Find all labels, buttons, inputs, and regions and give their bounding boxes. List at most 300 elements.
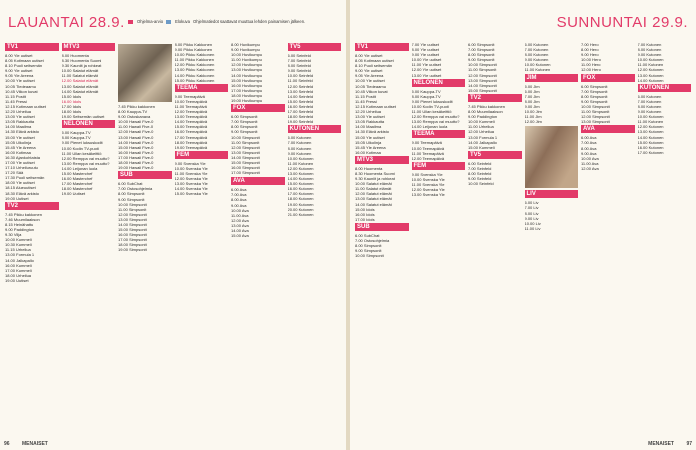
program-entry: 5.00 Jim <box>524 83 540 89</box>
program-entry: 15.00 Yle uutiset <box>5 134 35 140</box>
program-entry: 10.45 Viikon kuvat <box>5 88 38 94</box>
program-entry: 17.00 Yle uutiset <box>5 159 35 165</box>
channel-heading: SUB <box>355 223 409 231</box>
listing-column <box>118 42 172 437</box>
program-entry: 19.00 Uutiset <box>5 195 29 201</box>
program-entry: 10.00 Kummeli <box>468 119 495 125</box>
channel-heading: FEM <box>175 151 229 159</box>
program-entry: 16.00 Simpsonit <box>118 232 147 238</box>
program-entry: 8.15 Heinähattu <box>5 221 34 227</box>
program-entry: 16.00 Masterchef <box>61 176 93 182</box>
program-entry: 16.30 Ajankohtaista <box>5 154 40 160</box>
program-entry: 15.00 Yle uutiset <box>355 134 385 140</box>
program-entry: 6.00 Kutonen <box>524 42 549 47</box>
program-entry: 10.00 Kutonen <box>287 155 314 161</box>
program-entry: 5.00 Kauppa-TV <box>61 130 91 136</box>
program-entry: 8.00 Kauppa-TV <box>411 93 441 99</box>
program-entry: 10.05 Tiedeaamu <box>5 83 36 89</box>
program-entry: 13.00 Pikku Kakkonen <box>174 67 215 73</box>
program-entry: 8.00 Huomenta <box>355 165 383 171</box>
program-entry: 8.00 Yle uutiset <box>411 47 440 53</box>
program-entry: 16.00 Kotimaa <box>5 149 31 155</box>
program-entry: 11.00 Salatut elämät <box>61 73 98 79</box>
program-entry: 10.00 Huvikumpu <box>231 52 263 58</box>
channel-heading: FEM <box>412 162 466 170</box>
program-entry: 10.00 Salatut elämät <box>61 68 99 74</box>
program-entry: 15.00 Kutonen <box>287 181 314 187</box>
channel-heading: KUTONEN <box>638 84 692 92</box>
program-entry: 7.00 Kutonen <box>524 47 549 53</box>
program-entry: 8.00 Simpsonit <box>581 93 608 99</box>
listing-column <box>355 42 409 437</box>
program-entry: 17.20 Sää <box>5 170 24 176</box>
program-entry: 16.00 Kotimaa <box>355 149 381 155</box>
program-entry: 19.00 Simpsonit <box>118 247 147 253</box>
program-entry: 11.00 Urheilua <box>468 124 494 130</box>
program-entry: 9.00 Pienet luksuskodit <box>411 98 453 104</box>
program-entry: 6.00 Kutonen <box>287 135 312 141</box>
day-heading-saturday: LAUANTAI 28.9. <box>8 14 125 31</box>
listing-column <box>412 42 466 437</box>
program-entry: 15.00 Teemapäivä <box>174 124 208 130</box>
program-entry: 9.00 Pikku Kakkonen <box>174 47 213 53</box>
program-entry: 12.00 Remppa vai muutto? <box>411 114 460 120</box>
program-entry: 16.00 Kutonen <box>637 144 664 150</box>
program-entry: 10.00 Svenska Yle <box>174 165 208 171</box>
program-entry: 11.45 Pressi <box>355 98 377 104</box>
program-entry: 13.00 Hawaii Five-0 <box>118 134 154 140</box>
program-entry: 7.00 Hero <box>581 42 599 47</box>
program-entry: 12.00 Teemapäivä <box>411 155 445 161</box>
program-entry: 10.00 Kodin TV-puoti <box>61 145 99 151</box>
program-entry: 16.00 Hawaii Five-0 <box>118 149 154 155</box>
page-saturday <box>0 0 346 450</box>
program-entry: 11.15 Postit <box>5 93 26 99</box>
program-entry: 11.00 Liv <box>524 225 541 231</box>
program-entry: 8.00 Simpsonit <box>355 243 382 249</box>
program-entry: 13.00 Remppa vai muutto? <box>411 119 460 125</box>
program-entry: 10.00 Simpsonit <box>118 201 147 207</box>
program-entry: 9.05 Yle Areena <box>355 73 384 79</box>
program-entry: 15.00 Kutonen <box>637 139 664 145</box>
program-entry: 14.00 Svenska Yle <box>174 186 208 192</box>
program-entry: 12.00 Pikku Kakkonen <box>174 62 215 68</box>
program-entry: 15.00 Huvikumpu <box>231 77 263 83</box>
program-entry: 19.00 Seinfeld <box>287 119 314 125</box>
program-entry: 8.00 Yle uutiset <box>355 53 383 58</box>
program-entry: 9.30 Kauniit ja rohkeat <box>355 176 395 182</box>
program-entry: 13.00 Seinfeld <box>287 88 314 94</box>
program-entry: 16.00 Kummeli <box>5 262 32 268</box>
program-entry: 10.00 Yle uutiset <box>5 78 35 84</box>
program-entry: 13.00 Yle uutiset <box>355 114 385 120</box>
listing-column <box>468 42 522 437</box>
program-entry: 11.00 Teemapäivä <box>411 150 444 156</box>
program-entry: 11.00 Hawaii Five-0 <box>118 124 154 130</box>
listing-column <box>62 42 116 437</box>
program-entry: 10.00 Simpsonit <box>468 62 497 68</box>
program-entry: 8.00 Seinfeld <box>468 170 492 176</box>
program-entry: 17.00 Teemapäivä <box>174 134 208 140</box>
channel-heading: TV5 <box>288 43 342 51</box>
program-entry: 11.00 Ava <box>231 212 249 218</box>
program-entry: 6.00 SubChat <box>355 232 380 238</box>
program-entry: 14.30 Elävä arkisto <box>5 129 40 135</box>
program-entry: 17.00 Masterchef <box>61 181 93 187</box>
program-entry: 18.00 Hawaii Five-0 <box>118 160 154 166</box>
program-entry: 16.00 Kutonen <box>287 186 314 192</box>
program-entry: 9.00 Teemapäivä <box>411 140 442 146</box>
program-entry: 7.00 Simpsonit <box>468 47 495 53</box>
program-entry: 12.00 Simpsonit <box>468 72 497 78</box>
program-entry: 13.00 Formula 1 <box>468 134 498 140</box>
program-entry: 9.00 Simpsonit <box>355 248 382 254</box>
program-entry: 7.00 Simpsonit <box>581 88 608 94</box>
program-entry: 12.00 Huvikumpu <box>231 62 263 68</box>
program-entry: 10.00 Ava <box>581 155 599 161</box>
program-entry: 12.00 Simpsonit <box>118 211 147 217</box>
program-entry: 18.00 Yle uutiset <box>5 180 35 186</box>
program-entry: 11.00 Ava <box>581 160 599 166</box>
program-entry: 8.00 Kutonen <box>287 145 312 151</box>
program-entry: 10.00 Liv <box>524 220 541 226</box>
program-entry: 14.00 Simpsonit <box>118 221 147 227</box>
program-entry: 7.00 Seinfeld <box>468 165 492 171</box>
program-entry: 17.00 Kutonen <box>637 149 664 155</box>
program-entry: 14.00 Jalkapallo <box>5 257 34 263</box>
listing-column <box>638 42 692 437</box>
channel-heading: FOX <box>581 74 635 82</box>
program-entry: 10.30 Kummeli <box>5 242 32 248</box>
program-entry: 14.00 Maailma <box>355 124 382 130</box>
program-entry: 9.00 Simpsonit <box>231 129 258 135</box>
program-entry: 9.00 Huvikumpu <box>231 47 260 53</box>
program-entry: 14.00 Salatut elämät <box>61 88 99 94</box>
film-swatch-icon <box>166 20 171 24</box>
program-entry: 7.00 Seinfeld <box>287 58 311 64</box>
program-entry: 16.00 Teemapäivä <box>174 129 208 135</box>
program-entry: 18.30 Elävä arkisto <box>5 190 40 196</box>
channel-heading: FOX <box>231 104 285 112</box>
legend-rating: Ohjelma-arvio <box>137 19 164 24</box>
program-entry: 17.00 Idols <box>355 216 375 222</box>
listing-column <box>288 42 342 437</box>
program-entry: 12.00 Svenska Yle <box>411 187 445 193</box>
program-entry: 8.00 Seinfeld <box>287 63 311 69</box>
program-entry: 10.00 Kodin TV-puoti <box>411 103 449 109</box>
program-entry: 14.00 Ava <box>231 228 249 233</box>
day-heading-sunday: SUNNUNTAI 29.9. <box>556 14 688 31</box>
program-entry: 6.00 Simpsonit <box>468 42 495 47</box>
program-entry: 12.00 Ava <box>231 217 249 223</box>
program-entry: 11.15 Postit <box>355 93 376 99</box>
program-entry: 6.00 Liv <box>524 200 539 206</box>
program-entry: 8.00 Huvikumpu <box>231 42 260 47</box>
program-entry: 11.00 Kutonen <box>637 119 664 125</box>
page-number-right: 97 <box>686 441 692 447</box>
program-entry: 11.00 Kutonen <box>637 62 664 68</box>
program-entry: 10.00 Seinfeld <box>287 73 314 79</box>
program-entry: 6.00 Seinfeld <box>287 53 311 58</box>
channel-heading: NELONEN <box>412 79 466 87</box>
program-entry: 11.00 Salatut elämät <box>355 186 392 192</box>
program-entry: 11.00 Simpsonit <box>581 109 610 115</box>
program-entry: 13.05 Rakkautta <box>5 119 35 125</box>
program-entry: 17.30 Puoli seitsemän <box>5 175 45 181</box>
program-entry: 12.00 Teemapäivä <box>174 109 208 115</box>
program-entry: 15.45 Yle Areena <box>5 144 36 150</box>
program-entry: 10.00 Yle uutiset <box>355 78 385 84</box>
program-entry: 17.00 Idols <box>61 103 82 109</box>
channel-heading: TV2 <box>468 94 522 102</box>
program-entry: 13.00 Simpsonit <box>468 77 497 83</box>
channel-heading: TV1 <box>355 43 409 51</box>
program-entry: 5.00 Kauppa-TV <box>411 88 441 94</box>
program-entry: 10.00 Pikku Kakkonen <box>174 52 215 58</box>
program-entry: 18.00 Simpsonit <box>118 242 147 248</box>
channel-heading: TV1 <box>5 43 59 51</box>
program-entry: 8.30 Huomenta Suomi <box>61 58 102 64</box>
program-entry: 15.00 Idols <box>355 206 375 212</box>
channel-heading: KUTONEN <box>288 125 342 133</box>
listing-column <box>581 42 635 437</box>
program-entry: 12.15 Kotimaan uutiset <box>5 103 46 109</box>
program-entry: 13.05 Rakkautta <box>355 119 385 125</box>
program-entry: 8.10 Puoli seitsemän <box>355 63 393 69</box>
program-entry: 12.00 Kutonen <box>637 124 664 130</box>
program-entry: 11.00 Simpsonit <box>468 67 497 73</box>
rating-swatch-icon <box>128 20 133 24</box>
program-entry: 9.00 Kutonen <box>524 57 549 63</box>
program-entry: 18.00 Seinfeld <box>287 114 314 120</box>
program-entry: 9.00 Teemapäivä <box>174 93 205 99</box>
program-entry: 9.00 Simpsonit <box>118 196 145 202</box>
program-entry: 9.00 Simpsonit <box>468 57 495 63</box>
program-entry: 13.00 Kutonen <box>637 129 664 135</box>
program-entry: 11.00 Teemapäivä <box>174 103 207 109</box>
program-entry: 8.00 Simpsonit <box>468 52 495 58</box>
program-entry: 19.00 Hawaii Five-0 <box>118 165 154 171</box>
program-entry: 10.00 Svenska Yle <box>411 176 445 182</box>
program-entry: 17.00 Simpsonit <box>231 170 260 176</box>
program-entry: 18.00 Masterchef <box>61 186 93 192</box>
program-entry: 12.00 Kutonen <box>287 165 314 171</box>
program-entry: 12.00 Urheilua <box>468 129 495 135</box>
program-entry: 16.00 Simpsonit <box>231 165 260 171</box>
program-entry: 7.00 Ava <box>231 192 247 198</box>
channel-heading: TEEMA <box>412 130 466 138</box>
program-entry: 13.00 Yle uutiset <box>5 114 35 120</box>
program-entry: 14.00 Kutonen <box>287 176 314 182</box>
program-entry: 17.00 Seinfeld <box>287 109 314 115</box>
program-entry: 10.00 Kutonen <box>637 57 664 63</box>
program-entry: 19.00 Uutiset <box>5 277 29 283</box>
program-entry: 11.00 Ullan kesäkeittiö <box>61 150 102 156</box>
program-entry: 15.00 Pikku Kakkonen <box>174 77 215 83</box>
program-entry: 10.45 Viikon kuvat <box>355 88 388 94</box>
program-entry: 12.00 Ava <box>581 165 599 171</box>
program-entry: 14.00 Simpsonit <box>468 82 497 88</box>
program-entry: 13.00 Svenska Yle <box>411 192 445 198</box>
program-entry: 12.00 Seinfeld <box>287 83 314 89</box>
program-entry: 9.00 Yle uutiset <box>355 68 383 74</box>
program-entry: 17.00 Huvikumpu <box>231 87 263 93</box>
program-entry: 12.20 Urheilua <box>5 109 32 115</box>
listing-column <box>231 42 285 437</box>
program-entry: 14.00 Simpsonit <box>231 154 260 160</box>
program-entry: 13.00 Kutonen <box>637 72 664 78</box>
program-entry: 13.00 Salatut elämät <box>355 196 392 202</box>
program-entry: 12.00 Hero <box>581 67 601 73</box>
listing-column <box>525 42 579 437</box>
program-entry: 16.00 Idols <box>355 211 375 217</box>
magazine-name-left: MENAISET <box>22 441 48 447</box>
program-entry: 12.00 Salatut elämät <box>355 191 392 197</box>
program-entry: 14.00 Leijonan luola <box>411 124 448 130</box>
program-entry: 8.00 Ava <box>581 145 597 151</box>
program-photo <box>118 44 172 102</box>
program-entry: 7.00 Ostosohjelmia <box>355 238 390 243</box>
channel-heading: TV2 <box>5 202 59 210</box>
program-entry: 18.00 Huvikumpu <box>231 92 263 98</box>
program-entry: 15.00 Masterchef <box>61 170 93 176</box>
legend-film: Elokuva <box>175 19 190 24</box>
program-entry: 8.00 Yle uutiset <box>5 53 33 58</box>
program-entry: 14.00 Hawaii Five-0 <box>118 139 154 145</box>
program-entry: 16.00 Seinfeld <box>287 103 314 109</box>
program-entry: 8.00 Kutonen <box>524 52 549 58</box>
program-entry: 9.00 Jim <box>524 103 540 109</box>
program-entry: 9.00 Liv <box>524 215 539 221</box>
program-entry: 8.05 Kotimaan uutiset <box>355 58 394 64</box>
legend-disclaimer: Ohjelmatiedot saattavat muuttua lehden painamisen jälkeen. <box>192 19 306 24</box>
program-entry: 10.00 Salatut elämät <box>355 181 392 187</box>
program-entry: 8.00 Kauppa-TV <box>61 135 91 141</box>
program-entry: 15.00 Simpsonit <box>468 87 497 93</box>
program-entry: 6.00 Simpsonit <box>231 114 258 120</box>
program-entry: 9.30 Vilja <box>5 232 22 238</box>
program-entry: 7.00 Kutonen <box>287 140 312 146</box>
program-entry: 7.00 Yle uutiset <box>411 42 440 47</box>
program-entry: 17.00 Kutonen <box>287 191 314 197</box>
program-entry: 11.00 Jim <box>524 114 542 120</box>
program-entry: 13.00 Teemapäivä <box>174 114 208 120</box>
program-entry: 12.00 Remppa vai muutto? <box>61 155 110 161</box>
program-entry: 12.00 Yle uutiset <box>411 67 442 73</box>
program-entry: 9.00 Ostoskanava <box>118 114 151 120</box>
program-entry: 14.00 Teemapäivä <box>174 119 208 125</box>
program-entry: 14.00 Salatut elämät <box>355 201 392 207</box>
program-entry: 9.00 Seinfeld <box>468 176 492 182</box>
program-entry: 14.00 Pikku Kakkonen <box>174 72 215 78</box>
program-entry: 11.45 Pressi <box>5 98 27 104</box>
program-entry: 14.00 Huvikumpu <box>231 72 263 78</box>
program-entry: 11.00 Kutonen <box>524 67 551 73</box>
program-entry: 13.00 Kutonen <box>287 170 314 176</box>
program-entry: 13.00 Simpsonit <box>118 216 147 222</box>
program-entry: 13.00 Remppa vai muutto? <box>61 160 110 166</box>
program-entry: 15.00 Hawaii Five-0 <box>118 144 154 150</box>
program-entry: 15.00 Simpsonit <box>231 159 260 165</box>
program-entry: 8.00 Simpsonit <box>231 124 258 130</box>
program-entry: 6.00 Seinfeld <box>468 160 492 166</box>
channel-heading: MTV3 <box>62 43 116 51</box>
program-entry: 16.00 Huvikumpu <box>231 82 263 88</box>
program-entry: 9.00 Paddington <box>5 227 35 232</box>
program-entry: 10.00 Simpsonit <box>581 103 610 109</box>
program-entry: 15.00 Svenska Yle <box>174 191 208 197</box>
program-entry: 15.45 Yle Areena <box>355 144 386 150</box>
program-entry: 11.00 Ullan kesäkeittiö <box>411 109 452 115</box>
program-entry: 9.00 Seinfeld <box>287 68 311 74</box>
program-entry: 7.00 Simpsonit <box>231 119 258 125</box>
program-entry: 7.45 Pikku kakkonen <box>5 211 42 217</box>
program-entry: 12.00 Hawaii Five-0 <box>118 129 154 135</box>
program-entry: 16.00 Idols <box>61 98 82 104</box>
program-entry: 14.00 Leijonan luola <box>61 165 98 171</box>
program-entry: 13.00 Simpsonit <box>581 119 610 125</box>
program-entry: 6.00 Kutonen <box>637 93 662 99</box>
program-entry: 7.45 Pikku kakkonen <box>118 104 155 109</box>
program-entry: 8.30 Huomenta Suomi <box>355 170 395 176</box>
program-entry: 9.00 Paddington <box>468 114 498 120</box>
program-entry: 12.00 Kutonen <box>637 67 664 73</box>
program-entry: 8.00 Pikku Kakkonen <box>174 42 213 47</box>
channel-heading: AVA <box>581 125 635 133</box>
program-entry: 12.00 Svenska Yle <box>174 176 208 182</box>
program-entry: 6.00 Jim <box>524 88 540 94</box>
program-entry: 15.05 Ulkolinja <box>355 139 382 145</box>
channel-heading: SUB <box>118 171 172 179</box>
program-entry: 8.00 Simpsonit <box>118 191 145 197</box>
channel-heading: JIM <box>525 74 579 82</box>
program-entry: 9.00 Hero <box>581 52 599 58</box>
program-entry: 9.00 Svenska Yle <box>411 171 443 177</box>
program-entry: 9.00 Simpsonit <box>581 98 608 104</box>
program-entry: 19.00 Uutiset <box>61 191 86 197</box>
program-entry: 20.00 Kutonen <box>287 206 314 212</box>
program-entry: 12.00 Salatut elämät <box>61 78 99 84</box>
program-entry: 6.00 Ava <box>581 135 597 141</box>
program-entry: 10.00 Kutonen <box>637 114 664 120</box>
program-entry: 6.00 SubChat <box>118 181 143 187</box>
program-entry: 9.30 Kauniit ja rohkeat <box>61 63 102 69</box>
program-entry: 12.20 Urheilua <box>355 109 382 115</box>
channel-heading: NELONEN <box>62 120 116 128</box>
program-entry: 17.00 Kummeli <box>5 267 32 273</box>
program-entry: 8.00 Liv <box>524 210 539 216</box>
program-entry: 21.00 Kutonen <box>287 211 314 217</box>
program-entry: 10.00 Kutonen <box>524 62 551 68</box>
program-entry: 11.00 Kutonen <box>287 160 314 166</box>
program-entry: 14.00 Kutonen <box>637 134 664 140</box>
program-entry: 12.00 Jim <box>524 119 542 125</box>
program-entry: 10.00 Kummeli <box>5 237 32 243</box>
program-entry: 18.00 Teemapäivä <box>174 139 208 145</box>
program-entry: 18.00 Idols <box>61 109 82 115</box>
program-entry: 9.00 Kutonen <box>637 52 662 58</box>
program-entry: 11.00 Yle uutiset <box>411 62 441 68</box>
program-entry: 10.00 Simpsonit <box>355 253 384 259</box>
program-entry: 11.00 Svenska Yle <box>411 181 445 187</box>
program-entry: 18.00 Urheilua <box>5 272 32 278</box>
program-entry: 17.00 Hawaii Five-0 <box>118 154 154 160</box>
program-entry: 8.00 Kutonen <box>637 47 662 53</box>
program-entry: 13.00 Salatut elämät <box>61 83 99 89</box>
program-entry: 10.00 Hawaii Five-0 <box>118 119 154 125</box>
program-entry: 15.00 Kummeli <box>468 144 495 150</box>
program-entry: 17.10 Urheiluruutu <box>5 165 38 171</box>
